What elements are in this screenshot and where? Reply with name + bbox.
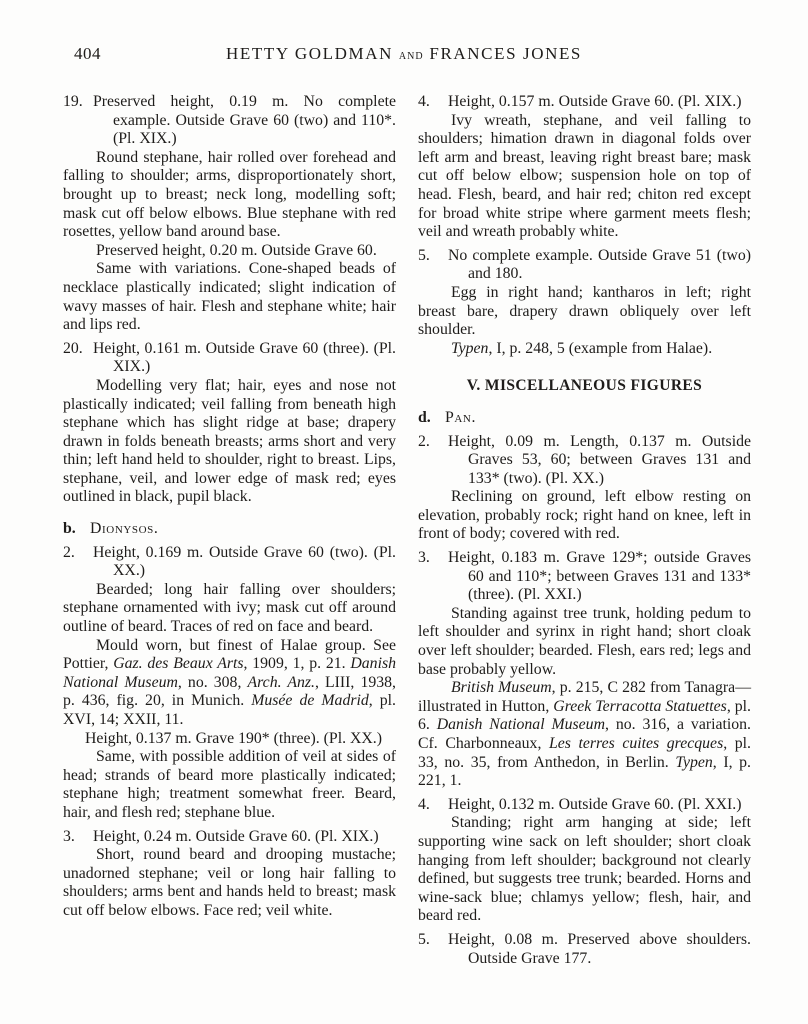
italic-citation-text: Danish National Museum (436, 716, 605, 734)
subsection-heading (418, 409, 751, 428)
paragraph: Standing; right arm hanging at side; left supporting wine sack on left shoulder; short cloak hanging from left shoulder; background not clearly defined, but suggests tree trunk; bearded. Horns and wine-sack blue; chlamys yellow; flesh, hair, and beard red. (418, 814, 751, 925)
paragraph: Same, with possible addition of veil at sides of head; strands of beard more plastically indicated; stephane high; treatment somewhat freer. Beard, hair, and flesh red; stephane blue. (63, 748, 396, 821)
catalog-entry-heading: 5. Height, 0.08 m. Preserved above shoulders. Outside Grave 177. (418, 930, 751, 967)
running-title-authors-left: HETTY GOLDMAN (226, 44, 394, 63)
left-column (63, 88, 396, 968)
italic-citation-text: Danish National Museum (63, 655, 396, 691)
paragraph: Modelling very flat; hair, eyes and nose not plastically indicated; veil falling from beneath high stephane which has slight ridge at base; drapery drawn in folds beneath breasts; arms short and very thin; left hand held to shoulder, right to breast. Lips, stephane, veil, and lower edge of mask red; eyes outlined in black, pupil black. (63, 376, 396, 506)
italic-citation-text: Musée de Madrid (251, 692, 369, 710)
entry-number: 5. (418, 246, 430, 264)
entry-number: 4. (418, 795, 430, 813)
running-title-conjunction: and (398, 48, 424, 63)
catalog-entry-heading: 4. Height, 0.157 m. Outside Grave 60. (Pl. XIX.) (418, 93, 742, 110)
entry-number: 2. (63, 543, 75, 561)
entry-number: 4. (418, 93, 430, 110)
paragraph: Mould worn, but finest of Halae group. See Pottier, Gaz. des Beaux Arts, 1909, 1, p. 21. Danish National Museum, no. 308, Arch. Anz., LIII, 1938, p. 436, fig. 20, in Munich. Musée de Madrid, pl. XVI, 14; XXII, 11. (63, 636, 397, 728)
right-column (418, 88, 751, 968)
paragraph: Preserved height, 0.20 m. Outside Grave 60. (96, 241, 377, 259)
subsection-letter: b. (63, 520, 76, 538)
entry-number: 2. (418, 432, 430, 450)
paragraph: Bearded; long hair falling over shoulders; stephane ornamented with ivy; mask cut off around outline of beard. Traces of red on face and beard. (63, 580, 396, 636)
catalog-entry-heading: 2. Height, 0.169 m. Outside Grave 60 (two). (Pl. XX.) (63, 543, 396, 580)
small-caps-text: Pan. (445, 408, 477, 426)
paragraph: Same with variations. Cone-shaped beads of necklace plastically indicated; slight indication of wavy masses of hair. Flesh and stephane white; hair and lips red. (63, 260, 396, 334)
catalog-entry-heading: 2. Height, 0.09 m. Length, 0.137 m. Outside Graves 53, 60; between Graves 131 and 133* (two). (Pl. XX.) (418, 432, 751, 487)
paragraph: Round stephane, hair rolled over forehead and falling to shoulder; arms, disproportionately short, brought up to breast; neck long, modelling soft; mask cut off below elbows. Blue stephane with red rosettes, yellow band around base. (63, 148, 396, 241)
catalog-entry-heading: 3. Height, 0.183 m. Grave 129*; outside Graves 60 and 110*; between Graves 131 and 133* (three). (Pl. XXI.) (418, 549, 751, 604)
subsection-heading (63, 520, 396, 539)
running-title (0, 44, 808, 64)
catalog-entry-heading: 5. No complete example. Outside Grave 51 (two) and 180. (418, 246, 751, 283)
entry-number: 3. (63, 827, 75, 845)
page-header (0, 0, 808, 64)
entry-number: 3. (418, 549, 430, 567)
paragraph: Reclining on ground, left elbow resting on elevation, probably rock; right hand on knee, left in front of body; covered with red. (418, 488, 751, 543)
italic-citation-text: Gaz. des Beaux Arts (113, 655, 244, 673)
catalog-entry-heading: Height, 0.137 m. Grave 190* (three). (Pl. XX.) (85, 729, 383, 747)
paragraph: Ivy wreath, stephane, and veil falling to shoulders; himation drawn in diagonal folds over left arm and breast, leaving right breast bare; mask cut off below elbow; suspension hole on top of head. Flesh, beard, and hair red; chiton red except for broad white stripe where garment meets flesh; veil and wreath probably white. (418, 111, 751, 241)
entry-number: 19. (63, 93, 83, 110)
italic-citation-text: Typen (451, 339, 489, 357)
section-heading: V. MISCELLANEOUS FIGURES (466, 377, 703, 395)
paragraph: British Museum, p. 215, C 282 from Tanagra—illustrated in Hutton, Greek Terracotta Statuettes, pl. 6. Danish National Museum, no. 316, a variation. Cf. Charbonneaux, Les terres cuites grecques, pl. 33, no. 35, from Anthedon, in Berlin. Typen, I, p. 221, 1. (418, 679, 752, 790)
paragraph: Egg in right hand; kantharos in left; right breast bare, drapery drawn obliquely over left shoulder. (418, 283, 751, 339)
catalog-entry-heading: 19. Preserved height, 0.19 m. No complete example. Outside Grave 60 (two) and 110*. (Pl. XIX.) (63, 93, 396, 148)
two-column-body (63, 88, 752, 968)
entry-number: 5. (418, 930, 430, 948)
italic-citation-text: British Museum (451, 679, 552, 697)
italic-citation-text: Typen (675, 753, 713, 771)
paragraph: Standing against tree trunk, holding pedum to left shoulder and syrinx in right hand; short cloak over left shoulder; bearded. Flesh, ears red; legs and base probably yellow. (418, 604, 751, 678)
catalog-entry-heading: 20. Height, 0.161 m. Outside Grave 60 (three). (Pl. XIX.) (63, 339, 396, 376)
page-number: 404 (74, 44, 101, 63)
small-caps-text: Dionysos. (90, 520, 159, 538)
catalog-entry-heading: 3. Height, 0.24 m. Outside Grave 60. (Pl. XIX.) (63, 827, 379, 845)
running-title-authors-right: FRANCES JONES (429, 44, 582, 63)
italic-citation-text: Les terres cuites grecques (548, 735, 724, 752)
paragraph: Short, round beard and drooping mustache; unadorned stephane; veil or long hair falling to shoulders; arms bent and hands held to breast; mask cut off below elbows. Face red; veil white. (63, 846, 396, 919)
subsection-letter: d. (418, 408, 431, 426)
entry-number: 20. (63, 339, 83, 357)
catalog-entry-heading: 4. Height, 0.132 m. Outside Grave 60. (Pl. XXI.) (418, 795, 742, 813)
italic-citation-text: Greek Terracotta Statuettes (553, 697, 727, 715)
italic-citation-text: Arch. Anz. (247, 673, 315, 691)
paragraph: Typen, I, p. 248, 5 (example from Halae). (451, 339, 713, 357)
